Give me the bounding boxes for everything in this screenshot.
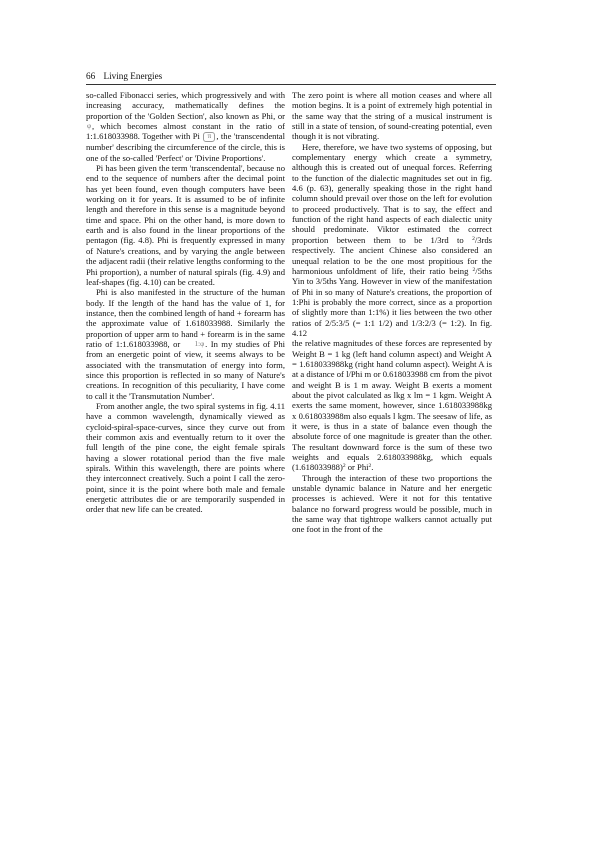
superscript: 2 xyxy=(472,235,475,242)
paragraph xyxy=(292,338,492,472)
paragraph: Pi has been given the term 'transcendental', because no end to the sequence of numbers after the decimal point has yet been found, even though computers have been working on it for years. It is assumed to be of infinite length and therefore in this sense is a magnitude beyond time and space. Phi on the other hand, is more down to earth and is also found in the linear proportions of the pentagon (fig. 4.8). Phi is frequently expressed in many of Nature's creations, and by varying the angle between the adjacent radii (their relative lengths conforming to the Phi proportion), a number of natural spirals (fig. 4.9) and leaf-shapes (fig. 4.10) can be created. xyxy=(86,163,285,287)
paragraph: Through the interaction of these two proportions the unstable dynamic balance in Nature and her energetic processes is achieved. Were it not for this tentative balance no forward progress would be possible, much in the same way that tightrope walkers cannot actually put one foot in the front of the xyxy=(292,472,492,535)
paragraph: From another angle, the two spiral systems in fig. 4.11 have a common wavelength, dynamically viewed as cycloid-spiral-space-curves, since they curve out from their common axis and eventually return to it over the full length of the pine cone, the eight female spirals having a slower rotational period than the five male spirals. Within this wavelength, there are points where they interconnect creatively. Such a point I call the zero-point, since it is the point where both male and female energetic attributes die or are temporarily suspended in order that new life can be created. xyxy=(86,400,285,515)
superscript: 2 xyxy=(472,266,476,273)
text-run: /5ths Yin to 3/5ths Yang. However in view of the manifestation of Phi in so many of Nature's creations, the proportion of 1:Phi is probably the more correct, since as a proportion of slightly more than 1:1%) it lies between the two other ratios of 2/5:3/5 (= 1:1 1/2) and 1/3:2/3 (= 1:2). In fig. 4.12 xyxy=(292,265,492,338)
paragraph: Phi is also manifested in the structure of the human body. If the length of the hand has the value of 1, for instance, then the combined length of hand + forearm has the approximate value of 1.618033988. Similarly the proportion of upper arm to hand + forearm is in the same ratio of 1:1.618033988, or 1:φ. In my studies of Phi from an energetic point of view, it seems always to be associated with the transmutation of energy into form, since this proportion is reflected in so many of Nature's creations. In recognition of this peculiarity, I have come to call it the 'Transmutation Number'. xyxy=(86,287,286,401)
text-run: Phi is also manifested in the structure of the human body. If the length of the hand has the value of 1, for instance, then the combined length of hand + forearm has the approximate value of 1.618033988. Similarly the proportion of upper arm to hand + forearm is in the same ratio of 1:1.618033988, or xyxy=(86,287,285,349)
text-run: the 'transcendental number' describing the circumference of the circle, this is one of the so-called 'Perfect' or 'Divine Proportions'. xyxy=(86,131,286,163)
text-run: the relative magnitudes of these forces are represented by Weight B = 1 kg (left hand column aspect) and Weight A = 1.618033988kg (right hand column aspect). Weight A is at a distance of l/Phi m or 0.618033988 cm from the pivot and weight B is 1 m away. Weight B exerts a moment about the pivot calculated as lkg x lm = 1 kgm. Weight A exerts the same moment, however, since 1.618033988kg x 0.618033988m also equals l kgm. The seesaw of life, as it were, is thus in a state of balance even though the absolute force of one magnitude is greater than the other. The resultant downward force is the sum of these two weights and equals 2.618033988kg, which equals (1.618033988) xyxy=(292,338,492,473)
left-column xyxy=(86,90,285,515)
paragraph xyxy=(292,142,492,339)
running-title: Living Energies xyxy=(103,71,163,81)
pi-icon: π xyxy=(203,132,215,142)
text-run: . xyxy=(371,462,374,473)
text-run: or Phi xyxy=(345,462,369,473)
ratio-icon: 1:φ xyxy=(194,339,205,348)
paragraph: so-called Fibonacci series, which progressively and with increasing accuracy, mathematically defines the proportion of the 'Golden Section', also known as Phi, or φ, which becomes almost constant in the ratio of 1:1.618033988. Together with Pi π , the 'transcendental number' describing the circumference of the circle, this is one of the so-called 'Perfect' or 'Divine Proportions'. xyxy=(86,90,286,163)
text-run: which becomes almost constant in the ratio of 1:1.618033988. Together with Pi xyxy=(86,121,285,142)
text-run: /3rds respectively. The ancient Chinese also considered an unequal relation to be the one most propitious for the harmonious unfoldment of life, their ratio being xyxy=(292,234,492,276)
text-run: Here, therefore, we have two systems of opposing, but complementary energy which create a symmetry, although this is created out of unequal forces. Referring to the function of the dialectic magnitudes set out in fig. 4.6 (p. 63), generally speaking those in the right hand column should prevail over those on the left for evolution to proceed productively. That is to say, the effect and function of the right hand aspects of each dialectic unity should predominate. Viktor estimated the correct proportion between them to be 1/3rd to xyxy=(292,141,492,245)
superscript: 2 xyxy=(342,463,346,470)
right-column xyxy=(292,90,492,535)
text-run: so-called Fibonacci series, which progressively and with increasing accuracy, mathematically defines the proportion of the 'Golden Section', also known as Phi, or xyxy=(86,90,285,121)
page-number: 66 xyxy=(86,71,96,81)
running-header xyxy=(86,71,496,81)
text-run: In my studies of Phi from an energetic point of view, it seems always to be associated with the transmutation of energy into form, since this proportion is reflected in so many of Nature's creations. In recognition of this peculiarity, I have come to call it the 'Transmutation Number'. xyxy=(86,338,286,401)
superscript: 2 xyxy=(368,463,372,470)
phi-icon: φ xyxy=(87,122,92,131)
header-rule xyxy=(86,84,496,85)
paragraph: The zero point is where all motion ceases and where all motion begins. It is a point of extremely high potential in the same way that the string of a musical instrument is still in a state of tension, of sound-creating potential, even though it is not vibrating. xyxy=(292,90,492,142)
